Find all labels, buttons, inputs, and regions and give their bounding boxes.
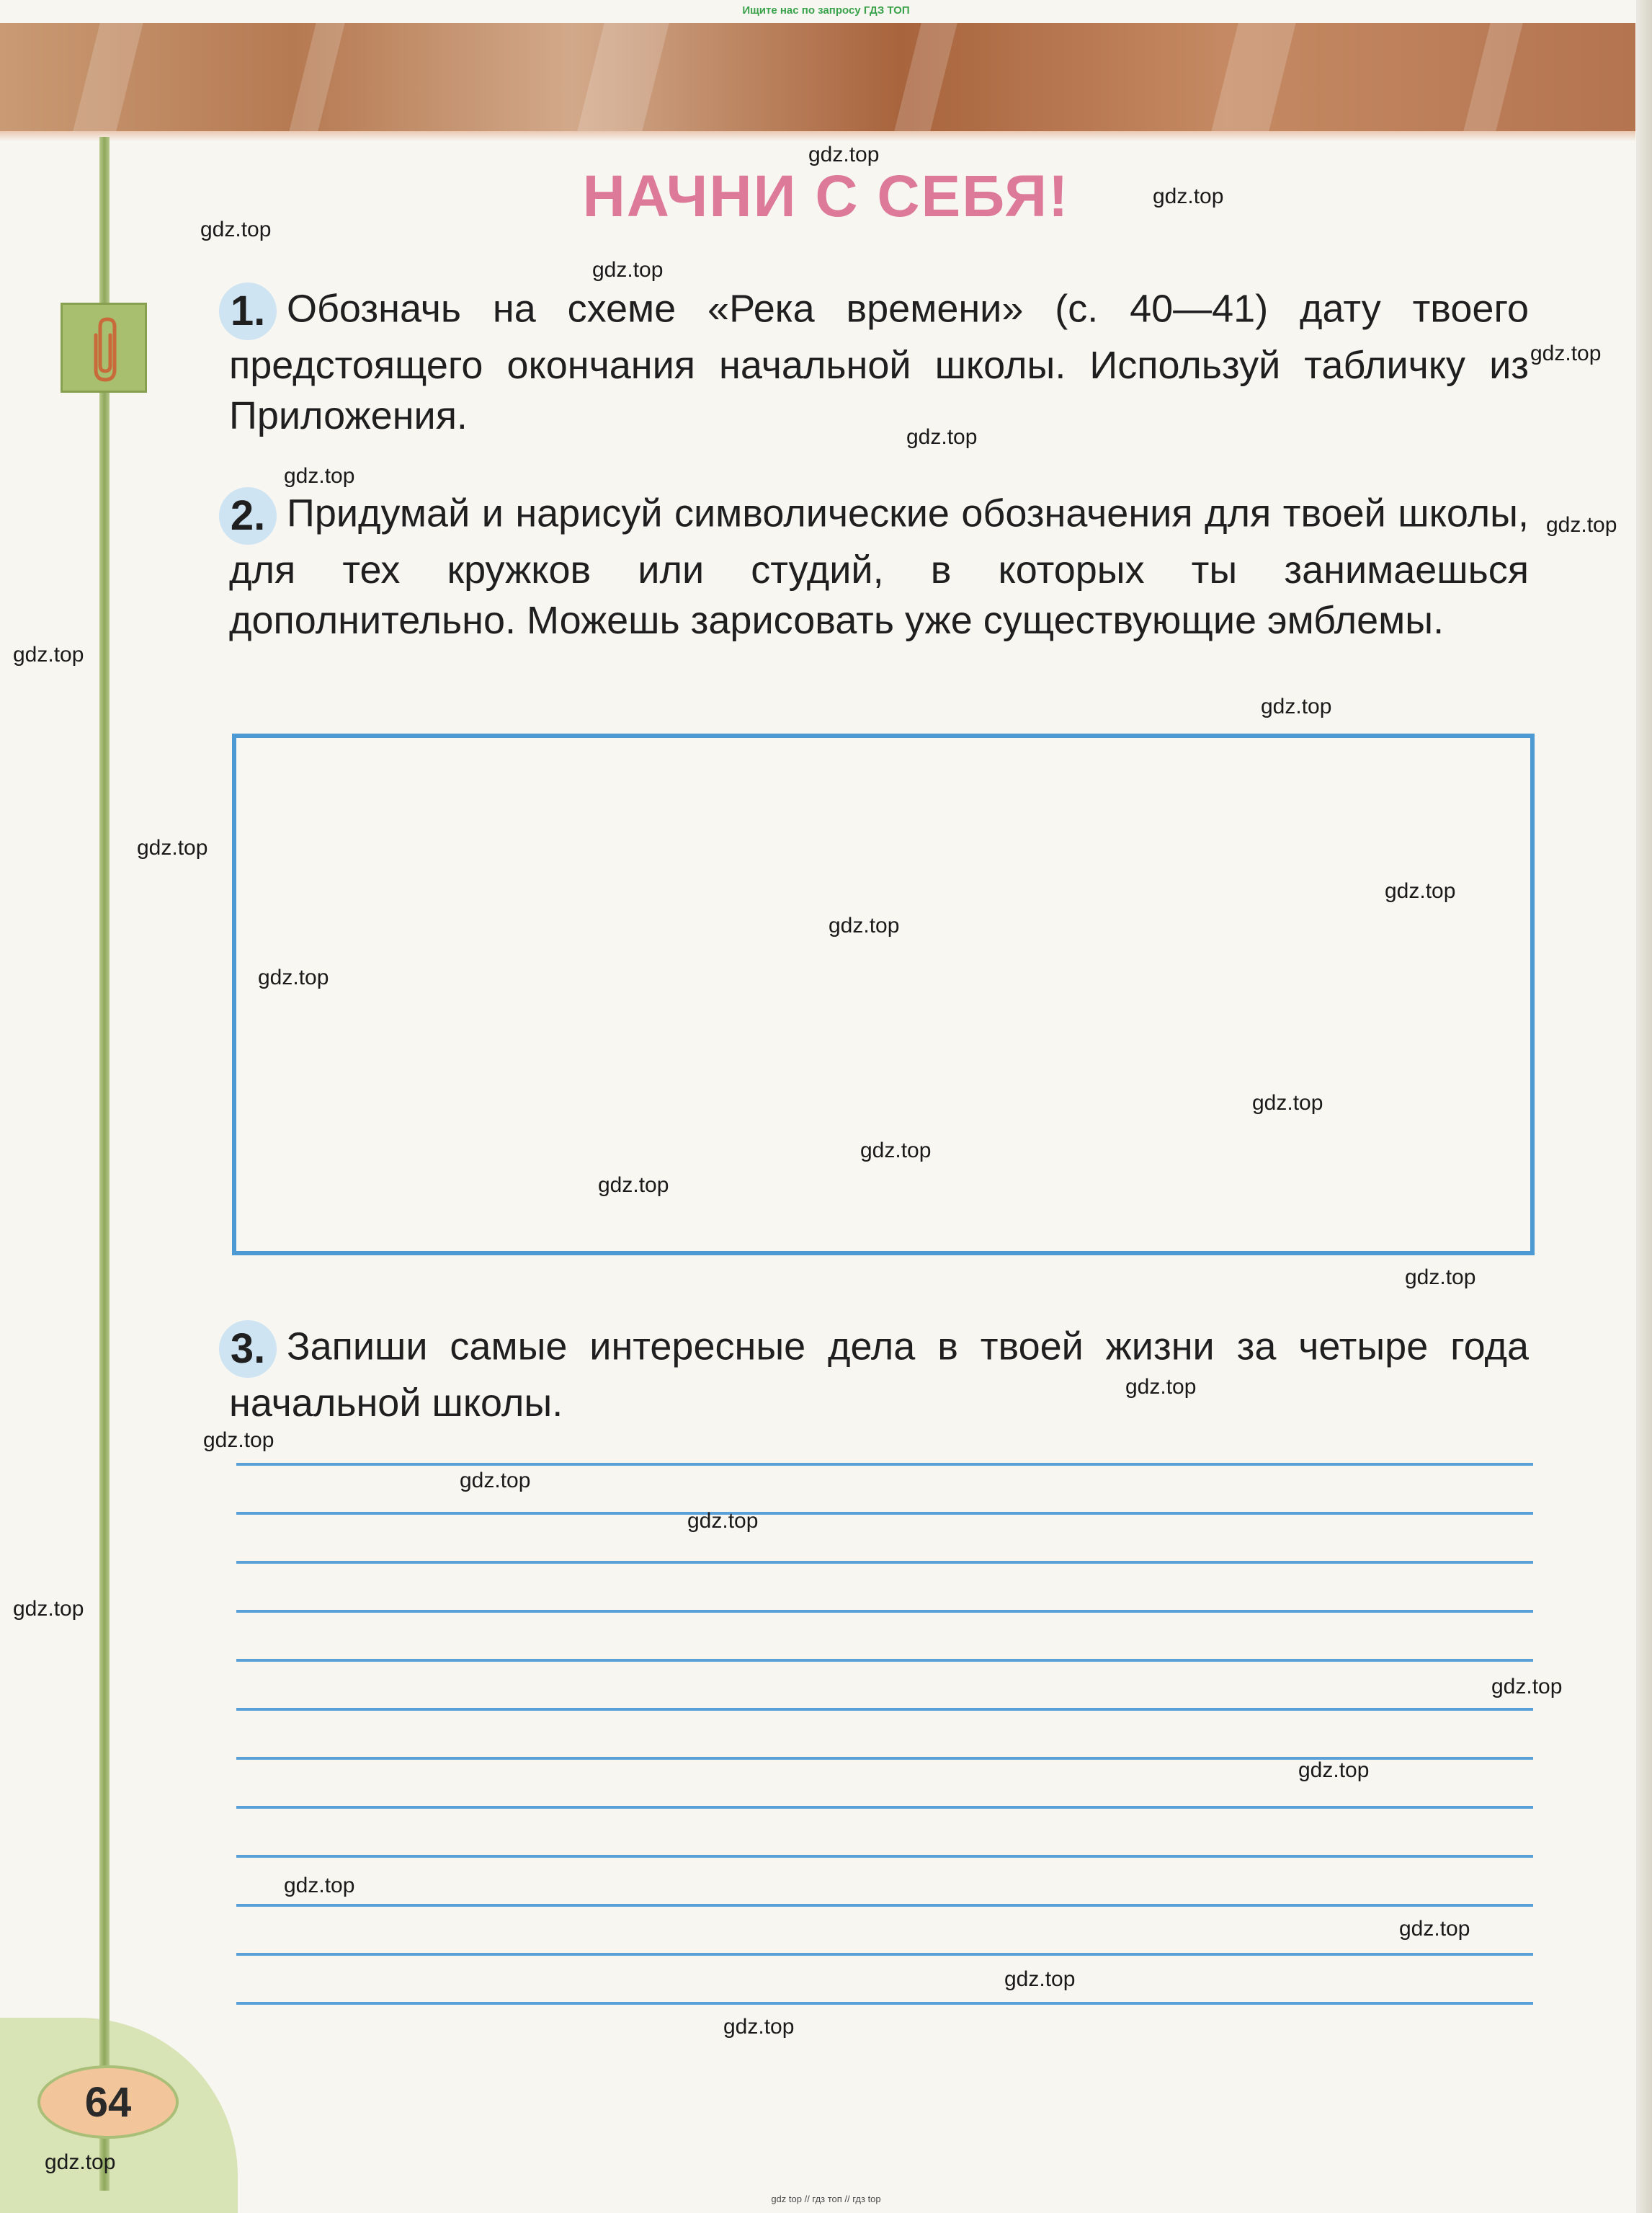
writing-line[interactable] xyxy=(236,1708,1533,1711)
watermark: gdz.top xyxy=(1405,1265,1476,1289)
watermark: gdz.top xyxy=(1298,1758,1370,1782)
writing-line[interactable] xyxy=(236,1463,1533,1466)
watermark: gdz.top xyxy=(687,1509,759,1533)
task-number: 2. xyxy=(219,487,277,545)
watermark: gdz.top xyxy=(13,1597,84,1621)
watermark: gdz.top xyxy=(1546,513,1617,537)
paperclip-icon xyxy=(80,313,130,386)
task-3 xyxy=(229,1320,1529,1428)
watermark: gdz.top xyxy=(284,464,355,488)
task-text: Запиши самые интересные дела в твоей жизни за четыре года начальной школы. xyxy=(229,1324,1529,1425)
paperclip-badge xyxy=(61,303,147,393)
drawing-area[interactable] xyxy=(232,734,1535,1255)
watermark: gdz.top xyxy=(258,966,329,989)
task-1 xyxy=(229,282,1529,441)
writing-line[interactable] xyxy=(236,1561,1533,1564)
watermark: gdz.top xyxy=(1530,342,1602,365)
top-note: Ищите нас по запросу ГДЗ ТОП xyxy=(742,4,910,17)
page-number: 64 xyxy=(84,2078,132,2126)
margin-line xyxy=(99,137,110,2191)
watermark: gdz.top xyxy=(860,1139,932,1162)
writing-line[interactable] xyxy=(236,2002,1533,2005)
task-text: Обозначь на схеме «Река времени» (с. 40—41) дату твоего предстоящего окончания начальной школы. Используй табличку из Приложения. xyxy=(229,287,1529,437)
header-banner xyxy=(0,23,1635,131)
watermark: gdz.top xyxy=(598,1173,669,1197)
writing-lines[interactable] xyxy=(236,1463,1533,2051)
watermark: gdz.top xyxy=(906,425,978,449)
page-title: НАЧНИ С СЕБЯ! xyxy=(582,164,1070,229)
watermark: gdz.top xyxy=(1125,1375,1197,1399)
watermark: gdz.top xyxy=(1399,1917,1470,1941)
writing-line[interactable] xyxy=(236,1512,1533,1515)
watermark: gdz.top xyxy=(1261,695,1332,718)
watermark: gdz.top xyxy=(592,258,664,282)
watermark: gdz.top xyxy=(1385,879,1456,903)
task-2 xyxy=(229,487,1529,646)
watermark: gdz.top xyxy=(203,1428,274,1452)
writing-line[interactable] xyxy=(236,1904,1533,1907)
bottom-note: gdz top // гдз топ // гдз top xyxy=(771,2194,881,2204)
watermark: gdz.top xyxy=(723,2015,795,2039)
writing-line[interactable] xyxy=(236,1953,1533,1956)
watermark: gdz.top xyxy=(137,836,208,860)
watermark: gdz.top xyxy=(808,143,880,166)
task-number: 3. xyxy=(219,1320,277,1378)
watermark: gdz.top xyxy=(1491,1675,1563,1698)
writing-line[interactable] xyxy=(236,1659,1533,1662)
watermark: gdz.top xyxy=(13,643,84,667)
writing-line[interactable] xyxy=(236,1806,1533,1809)
watermark: gdz.top xyxy=(1252,1091,1323,1115)
writing-line[interactable] xyxy=(236,1610,1533,1613)
watermark: gdz.top xyxy=(284,1874,355,1897)
page-number-badge xyxy=(37,2065,179,2139)
watermark: gdz.top xyxy=(200,218,272,241)
watermark: gdz.top xyxy=(829,914,900,938)
watermark: gdz.top xyxy=(1004,1967,1076,1991)
watermark: gdz.top xyxy=(1153,184,1224,208)
writing-line[interactable] xyxy=(236,1855,1533,1858)
watermark: gdz.top xyxy=(460,1469,531,1492)
banner-edge xyxy=(0,131,1635,141)
page-edge xyxy=(1636,0,1652,2213)
task-number: 1. xyxy=(219,282,277,340)
watermark: gdz.top xyxy=(45,2150,116,2174)
task-text: Придумай и нарисуй символические обозначения для твоей школы, для тех кружков или студий, в которых ты занимаешься дополнительно. Можешь зарисовать уже существующие эмблемы. xyxy=(229,491,1529,642)
